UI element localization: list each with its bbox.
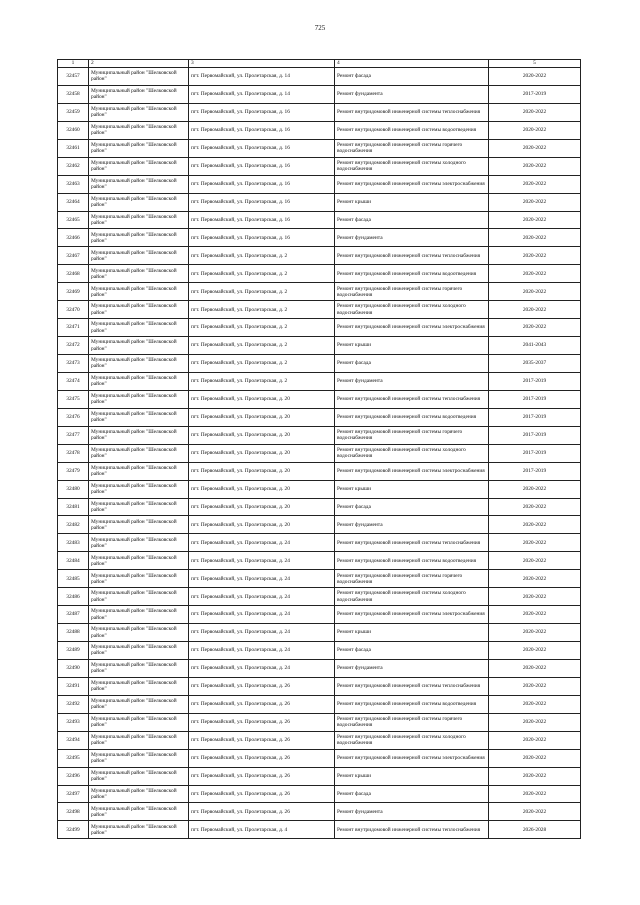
column-header-3: 3 — [189, 60, 335, 68]
period-cell: 2035-2037 — [489, 355, 581, 373]
table-row — [58, 139, 581, 157]
table-row — [58, 767, 581, 785]
row-number: 32496 — [58, 767, 89, 785]
row-number: 32493 — [58, 713, 89, 731]
period-cell: 2026-2028 — [489, 821, 581, 839]
period-cell: 2020-2022 — [489, 319, 581, 337]
row-number: 32474 — [58, 372, 89, 390]
municipality-cell: Муниципальный район "Шелковской район" — [89, 480, 189, 498]
period-cell: 2020-2022 — [489, 68, 581, 86]
period-cell: 2020-2022 — [489, 229, 581, 247]
municipality-cell: Муниципальный район "Шелковской район" — [89, 785, 189, 803]
period-cell: 2020-2022 — [489, 534, 581, 552]
work-type-cell: Ремонт фундамента — [335, 803, 489, 821]
row-number: 32484 — [58, 552, 89, 570]
municipality-cell: Муниципальный район "Шелковской район" — [89, 426, 189, 444]
period-cell: 2020-2022 — [489, 624, 581, 642]
table-row — [58, 677, 581, 695]
period-cell: 2020-2022 — [489, 606, 581, 624]
address-cell: пгт. Первомайский, ул. Пролетарская, д. 24 — [189, 570, 335, 588]
address-cell: пгт. Первомайский, ул. Пролетарская, д. 26 — [189, 767, 335, 785]
municipality-cell: Муниципальный район "Шелковской район" — [89, 767, 189, 785]
row-number: 32477 — [58, 426, 89, 444]
period-cell: 2020-2022 — [489, 642, 581, 660]
table-row — [58, 265, 581, 283]
address-cell: пгт. Первомайский, ул. Пролетарская, д. 26 — [189, 677, 335, 695]
period-cell: 2017-2019 — [489, 426, 581, 444]
row-number: 32478 — [58, 444, 89, 462]
row-number: 32497 — [58, 785, 89, 803]
municipality-cell: Муниципальный район "Шелковской район" — [89, 283, 189, 301]
work-type-cell: Ремонт внутридомовой инженерной системы холодного водоснабжения — [335, 157, 489, 175]
row-number: 32461 — [58, 139, 89, 157]
period-cell: 2020-2022 — [489, 480, 581, 498]
address-cell: пгт. Первомайский, ул. Пролетарская, д. 26 — [189, 803, 335, 821]
work-type-cell: Ремонт внутридомовой инженерной системы теплоснабжения — [335, 677, 489, 695]
table-body — [58, 68, 581, 839]
work-type-cell: Ремонт фундамента — [335, 372, 489, 390]
table-row — [58, 695, 581, 713]
work-type-cell: Ремонт фасада — [335, 211, 489, 229]
period-cell: 2017-2019 — [489, 372, 581, 390]
period-cell: 2020-2022 — [489, 785, 581, 803]
row-number: 32489 — [58, 642, 89, 660]
address-cell: пгт. Первомайский, ул. Пролетарская, д. 24 — [189, 659, 335, 677]
municipality-cell: Муниципальный район "Шелковской район" — [89, 337, 189, 355]
municipality-cell: Муниципальный район "Шелковской район" — [89, 624, 189, 642]
work-type-cell: Ремонт фасада — [335, 355, 489, 373]
table-row — [58, 355, 581, 373]
row-number: 32468 — [58, 265, 89, 283]
table-row — [58, 749, 581, 767]
work-type-cell: Ремонт внутридомовой инженерной системы горячего водоснабжения — [335, 713, 489, 731]
work-type-cell: Ремонт внутридомовой инженерной системы водоотведения — [335, 265, 489, 283]
municipality-cell: Муниципальный район "Шелковской район" — [89, 552, 189, 570]
row-number: 32492 — [58, 695, 89, 713]
period-cell: 2020-2022 — [489, 749, 581, 767]
table-row — [58, 642, 581, 660]
municipality-cell: Муниципальный район "Шелковской район" — [89, 462, 189, 480]
table-row — [58, 247, 581, 265]
row-number: 32472 — [58, 337, 89, 355]
work-type-cell: Ремонт внутридомовой инженерной системы холодного водоснабжения — [335, 301, 489, 319]
address-cell: пгт. Первомайский, ул. Пролетарская, д. 2 — [189, 355, 335, 373]
table-row — [58, 283, 581, 301]
address-cell: пгт. Первомайский, ул. Пролетарская, д. 20 — [189, 426, 335, 444]
work-type-cell: Ремонт внутридомовой инженерной системы водоотведения — [335, 408, 489, 426]
table-row — [58, 480, 581, 498]
table-row — [58, 319, 581, 337]
table-row — [58, 372, 581, 390]
period-cell: 2017-2019 — [489, 462, 581, 480]
address-cell: пгт. Первомайский, ул. Пролетарская, д. 2 — [189, 372, 335, 390]
work-type-cell: Ремонт крыши — [335, 337, 489, 355]
address-cell: пгт. Первомайский, ул. Пролетарская, д. 16 — [189, 229, 335, 247]
work-type-cell: Ремонт внутридомовой инженерной системы теплоснабжения — [335, 534, 489, 552]
work-type-cell: Ремонт внутридомовой инженерной системы горячего водоснабжения — [335, 426, 489, 444]
period-cell: 2020-2022 — [489, 139, 581, 157]
period-cell: 2020-2022 — [489, 283, 581, 301]
table-row — [58, 408, 581, 426]
work-type-cell: Ремонт внутридомовой инженерной системы теплоснабжения — [335, 247, 489, 265]
work-type-cell: Ремонт внутридомовой инженерной системы теплоснабжения — [335, 821, 489, 839]
address-cell: пгт. Первомайский, ул. Пролетарская, д. 2 — [189, 301, 335, 319]
table-row — [58, 821, 581, 839]
period-cell: 2020-2022 — [489, 498, 581, 516]
address-cell: пгт. Первомайский, ул. Пролетарская, д. 2 — [189, 319, 335, 337]
address-cell: пгт. Первомайский, ул. Пролетарская, д. 20 — [189, 516, 335, 534]
period-cell: 2020-2022 — [489, 121, 581, 139]
work-type-cell: Ремонт внутридомовой инженерной системы водоотведения — [335, 121, 489, 139]
period-cell: 2020-2022 — [489, 193, 581, 211]
municipality-cell: Муниципальный район "Шелковской район" — [89, 121, 189, 139]
period-cell: 2017-2019 — [489, 444, 581, 462]
address-cell: пгт. Первомайский, ул. Пролетарская, д. 26 — [189, 695, 335, 713]
row-number: 32494 — [58, 731, 89, 749]
row-number: 32488 — [58, 624, 89, 642]
column-header-2: 2 — [89, 60, 189, 68]
row-number: 32486 — [58, 588, 89, 606]
table-row — [58, 103, 581, 121]
work-type-cell: Ремонт внутридомовой инженерной системы холодного водоснабжения — [335, 731, 489, 749]
period-cell: 2020-2022 — [489, 803, 581, 821]
period-cell: 2020-2022 — [489, 731, 581, 749]
column-header-1: 1 — [58, 60, 89, 68]
municipality-cell: Муниципальный район "Шелковской район" — [89, 534, 189, 552]
row-number: 32481 — [58, 498, 89, 516]
row-number: 32473 — [58, 355, 89, 373]
period-cell: 2020-2022 — [489, 659, 581, 677]
work-type-cell: Ремонт крыши — [335, 624, 489, 642]
work-type-cell: Ремонт внутридомовой инженерной системы горячего водоснабжения — [335, 570, 489, 588]
address-cell: пгт. Первомайский, ул. Пролетарская, д. 24 — [189, 552, 335, 570]
municipality-cell: Муниципальный район "Шелковской район" — [89, 85, 189, 103]
work-type-cell: Ремонт внутридомовой инженерной системы электроснабжения — [335, 175, 489, 193]
work-type-cell: Ремонт фасада — [335, 642, 489, 660]
row-number: 32495 — [58, 749, 89, 767]
address-cell: пгт. Первомайский, ул. Пролетарская, д. 20 — [189, 408, 335, 426]
row-number: 32471 — [58, 319, 89, 337]
row-number: 32490 — [58, 659, 89, 677]
address-cell: пгт. Первомайский, ул. Пролетарская, д. 20 — [189, 462, 335, 480]
row-number: 32457 — [58, 68, 89, 86]
table-row — [58, 534, 581, 552]
table-row — [58, 121, 581, 139]
address-cell: пгт. Первомайский, ул. Пролетарская, д. 20 — [189, 444, 335, 462]
row-number: 32460 — [58, 121, 89, 139]
address-cell: пгт. Первомайский, ул. Пролетарская, д. 24 — [189, 624, 335, 642]
table-row — [58, 337, 581, 355]
row-number: 32476 — [58, 408, 89, 426]
address-cell: пгт. Первомайский, ул. Пролетарская, д. 14 — [189, 68, 335, 86]
address-cell: пгт. Первомайский, ул. Пролетарская, д. 26 — [189, 785, 335, 803]
row-number: 32499 — [58, 821, 89, 839]
address-cell: пгт. Первомайский, ул. Пролетарская, д. 24 — [189, 606, 335, 624]
period-cell: 2020-2022 — [489, 695, 581, 713]
work-type-cell: Ремонт внутридомовой инженерной системы водоотведения — [335, 695, 489, 713]
address-cell: пгт. Первомайский, ул. Пролетарская, д. 14 — [189, 85, 335, 103]
municipality-cell: Муниципальный район "Шелковской район" — [89, 695, 189, 713]
table-row — [58, 444, 581, 462]
table-row — [58, 570, 581, 588]
table-row — [58, 157, 581, 175]
address-cell: пгт. Первомайский, ул. Пролетарская, д. 20 — [189, 480, 335, 498]
address-cell: пгт. Первомайский, ул. Пролетарская, д. 2 — [189, 265, 335, 283]
municipality-cell: Муниципальный район "Шелковской район" — [89, 606, 189, 624]
municipality-cell: Муниципальный район "Шелковской район" — [89, 247, 189, 265]
municipality-cell: Муниципальный район "Шелковской район" — [89, 821, 189, 839]
municipality-cell: Муниципальный район "Шелковской район" — [89, 103, 189, 121]
address-cell: пгт. Первомайский, ул. Пролетарская, д. 16 — [189, 103, 335, 121]
table-row — [58, 211, 581, 229]
row-number: 32458 — [58, 85, 89, 103]
table-row — [58, 462, 581, 480]
period-cell: 2017-2019 — [489, 390, 581, 408]
period-cell: 2020-2022 — [489, 570, 581, 588]
address-cell: пгт. Первомайский, ул. Пролетарская, д. 26 — [189, 731, 335, 749]
municipality-cell: Муниципальный район "Шелковской район" — [89, 713, 189, 731]
work-type-cell: Ремонт внутридомовой инженерной системы холодного водоснабжения — [335, 444, 489, 462]
address-cell: пгт. Первомайский, ул. Пролетарская, д. 26 — [189, 749, 335, 767]
row-number: 32485 — [58, 570, 89, 588]
work-type-cell: Ремонт внутридомовой инженерной системы теплоснабжения — [335, 390, 489, 408]
row-number: 32480 — [58, 480, 89, 498]
table-row — [58, 175, 581, 193]
row-number: 32463 — [58, 175, 89, 193]
table-row — [58, 426, 581, 444]
work-type-cell: Ремонт фасада — [335, 785, 489, 803]
work-type-cell: Ремонт внутридомовой инженерной системы теплоснабжения — [335, 103, 489, 121]
address-cell: пгт. Первомайский, ул. Пролетарская, д. 20 — [189, 498, 335, 516]
row-number: 32459 — [58, 103, 89, 121]
row-number: 32462 — [58, 157, 89, 175]
table-row — [58, 624, 581, 642]
capital-repair-table — [57, 59, 581, 839]
table-row — [58, 390, 581, 408]
period-cell: 2020-2022 — [489, 175, 581, 193]
row-number: 32469 — [58, 283, 89, 301]
work-type-cell: Ремонт фундамента — [335, 516, 489, 534]
municipality-cell: Муниципальный район "Шелковской район" — [89, 301, 189, 319]
table-row — [58, 588, 581, 606]
period-cell: 2020-2022 — [489, 713, 581, 731]
address-cell: пгт. Первомайский, ул. Пролетарская, д. 16 — [189, 193, 335, 211]
period-cell: 2020-2022 — [489, 265, 581, 283]
work-type-cell: Ремонт внутридомовой инженерной системы электроснабжения — [335, 606, 489, 624]
table-row — [58, 552, 581, 570]
period-cell: 2020-2022 — [489, 516, 581, 534]
municipality-cell: Муниципальный район "Шелковской район" — [89, 175, 189, 193]
period-cell: 2020-2022 — [489, 552, 581, 570]
municipality-cell: Муниципальный район "Шелковской район" — [89, 229, 189, 247]
period-cell: 2041-2043 — [489, 337, 581, 355]
work-type-cell: Ремонт фасада — [335, 68, 489, 86]
work-type-cell: Ремонт крыши — [335, 193, 489, 211]
address-cell: пгт. Первомайский, ул. Пролетарская, д. 24 — [189, 642, 335, 660]
table-row — [58, 606, 581, 624]
address-cell: пгт. Первомайский, ул. Пролетарская, д. 16 — [189, 175, 335, 193]
row-number: 32465 — [58, 211, 89, 229]
row-number: 32487 — [58, 606, 89, 624]
municipality-cell: Муниципальный район "Шелковской район" — [89, 139, 189, 157]
municipality-cell: Муниципальный район "Шелковской район" — [89, 803, 189, 821]
row-number: 32498 — [58, 803, 89, 821]
municipality-cell: Муниципальный район "Шелковской район" — [89, 677, 189, 695]
municipality-cell: Муниципальный район "Шелковской район" — [89, 498, 189, 516]
address-cell: пгт. Первомайский, ул. Пролетарская, д. 24 — [189, 534, 335, 552]
work-type-cell: Ремонт фундамента — [335, 85, 489, 103]
row-number: 32491 — [58, 677, 89, 695]
address-cell: пгт. Первомайский, ул. Пролетарская, д. 24 — [189, 588, 335, 606]
table-row — [58, 713, 581, 731]
row-number: 32479 — [58, 462, 89, 480]
work-type-cell: Ремонт внутридомовой инженерной системы электроснабжения — [335, 462, 489, 480]
table-row — [58, 516, 581, 534]
municipality-cell: Муниципальный район "Шелковской район" — [89, 390, 189, 408]
table-header-row — [58, 60, 581, 68]
address-cell: пгт. Первомайский, ул. Пролетарская, д. 16 — [189, 139, 335, 157]
column-header-4: 4 — [335, 60, 489, 68]
row-number: 32482 — [58, 516, 89, 534]
work-type-cell: Ремонт внутридомовой инженерной системы горячего водоснабжения — [335, 139, 489, 157]
table-row — [58, 803, 581, 821]
work-type-cell: Ремонт фундамента — [335, 229, 489, 247]
table-row — [58, 229, 581, 247]
period-cell: 2017-2019 — [489, 408, 581, 426]
table-row — [58, 85, 581, 103]
municipality-cell: Муниципальный район "Шелковской район" — [89, 265, 189, 283]
address-cell: пгт. Первомайский, ул. Пролетарская, д. 2 — [189, 247, 335, 265]
column-header-5: 5 — [489, 60, 581, 68]
municipality-cell: Муниципальный район "Шелковской район" — [89, 355, 189, 373]
period-cell: 2020-2022 — [489, 157, 581, 175]
work-type-cell: Ремонт внутридомовой инженерной системы электроснабжения — [335, 749, 489, 767]
row-number: 32466 — [58, 229, 89, 247]
address-cell: пгт. Первомайский, ул. Пролетарская, д. 26 — [189, 713, 335, 731]
municipality-cell: Муниципальный район "Шелковской район" — [89, 68, 189, 86]
work-type-cell: Ремонт крыши — [335, 767, 489, 785]
municipality-cell: Муниципальный район "Шелковской район" — [89, 193, 189, 211]
work-type-cell: Ремонт внутридомовой инженерной системы холодного водоснабжения — [335, 588, 489, 606]
period-cell: 2020-2022 — [489, 247, 581, 265]
row-number: 32467 — [58, 247, 89, 265]
address-cell: пгт. Первомайский, ул. Пролетарская, д. 2 — [189, 283, 335, 301]
address-cell: пгт. Первомайский, ул. Пролетарская, д. 2 — [189, 337, 335, 355]
address-cell: пгт. Первомайский, ул. Пролетарская, д. 16 — [189, 121, 335, 139]
period-cell: 2020-2022 — [489, 767, 581, 785]
municipality-cell: Муниципальный район "Шелковской район" — [89, 408, 189, 426]
municipality-cell: Муниципальный район "Шелковской район" — [89, 211, 189, 229]
work-type-cell: Ремонт внутридомовой инженерной системы электроснабжения — [335, 319, 489, 337]
municipality-cell: Муниципальный район "Шелковской район" — [89, 642, 189, 660]
period-cell: 2020-2022 — [489, 301, 581, 319]
municipality-cell: Муниципальный район "Шелковской район" — [89, 588, 189, 606]
page-number: 725 — [314, 24, 326, 32]
work-type-cell: Ремонт фасада — [335, 498, 489, 516]
table-row — [58, 731, 581, 749]
work-type-cell: Ремонт крыши — [335, 480, 489, 498]
municipality-cell: Муниципальный район "Шелковской район" — [89, 372, 189, 390]
address-cell: пгт. Первомайский, ул. Пролетарская, д. 4 — [189, 821, 335, 839]
work-type-cell: Ремонт фундамента — [335, 659, 489, 677]
municipality-cell: Муниципальный район "Шелковской район" — [89, 659, 189, 677]
period-cell: 2020-2022 — [489, 677, 581, 695]
address-cell: пгт. Первомайский, ул. Пролетарская, д. 16 — [189, 211, 335, 229]
municipality-cell: Муниципальный район "Шелковской район" — [89, 731, 189, 749]
row-number: 32470 — [58, 301, 89, 319]
municipality-cell: Муниципальный район "Шелковской район" — [89, 444, 189, 462]
period-cell: 2017-2019 — [489, 85, 581, 103]
municipality-cell: Муниципальный район "Шелковской район" — [89, 749, 189, 767]
municipality-cell: Муниципальный район "Шелковской район" — [89, 570, 189, 588]
table-row — [58, 193, 581, 211]
row-number: 32483 — [58, 534, 89, 552]
work-type-cell: Ремонт внутридомовой инженерной системы водоотведения — [335, 552, 489, 570]
table-row — [58, 301, 581, 319]
table-row — [58, 659, 581, 677]
work-type-cell: Ремонт внутридомовой инженерной системы горячего водоснабжения — [335, 283, 489, 301]
table-row — [58, 498, 581, 516]
address-cell: пгт. Первомайский, ул. Пролетарская, д. 20 — [189, 390, 335, 408]
municipality-cell: Муниципальный район "Шелковской район" — [89, 157, 189, 175]
period-cell: 2020-2022 — [489, 588, 581, 606]
table-row — [58, 785, 581, 803]
period-cell: 2020-2022 — [489, 103, 581, 121]
period-cell: 2020-2022 — [489, 211, 581, 229]
address-cell: пгт. Первомайский, ул. Пролетарская, д. 16 — [189, 157, 335, 175]
row-number: 32475 — [58, 390, 89, 408]
row-number: 32464 — [58, 193, 89, 211]
municipality-cell: Муниципальный район "Шелковской район" — [89, 319, 189, 337]
table-row — [58, 68, 581, 86]
municipality-cell: Муниципальный район "Шелковской район" — [89, 516, 189, 534]
